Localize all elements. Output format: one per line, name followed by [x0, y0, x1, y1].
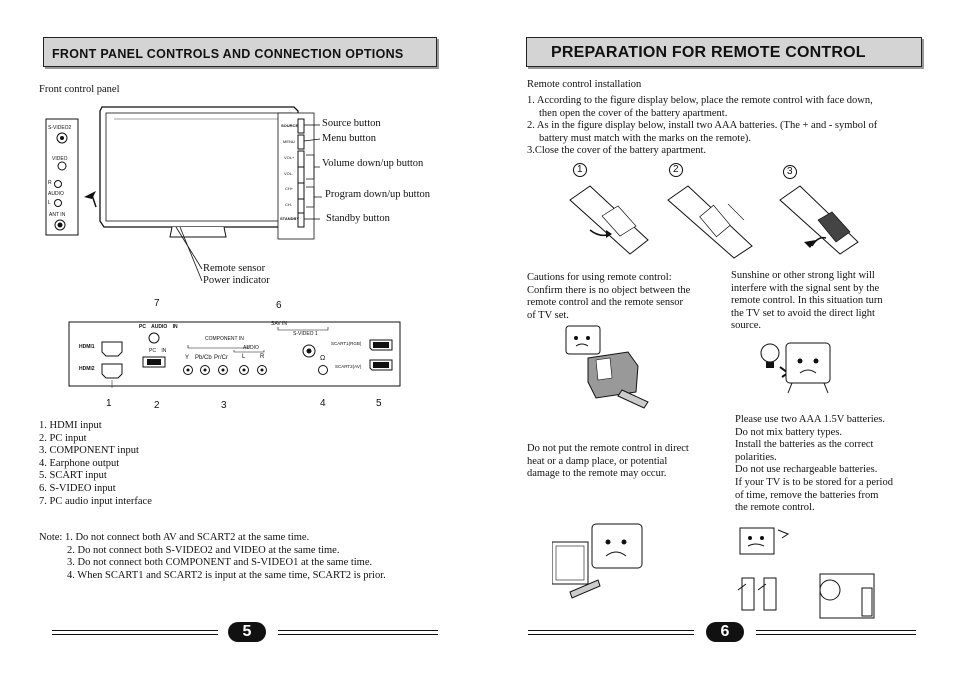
footer-rule — [278, 634, 438, 635]
install-step: 3.Close the cover of the battery apartment. — [527, 145, 707, 156]
callout-program: Program down/up button — [325, 189, 430, 200]
list-item: 4. Earphone output — [39, 457, 120, 469]
battery-steps-diagram — [560, 160, 860, 260]
rear-scart2-label: SCART2(AV) — [335, 364, 362, 369]
heat-block: Do not put the remote control in direct heat or a damp place, or potential damage to the remote may occur. — [527, 443, 689, 480]
callout-standby: Standby button — [326, 213, 390, 224]
rear-r-label: R — [260, 354, 265, 360]
callout-menu: Menu button — [322, 133, 376, 144]
note-item: 4. When SCART1 and SCART2 is input at the same time, SCART2 is prior. — [67, 569, 386, 581]
rear-pc-in-label: PC IN — [149, 348, 167, 354]
vol-up-key — [298, 151, 304, 167]
label-r: R — [48, 180, 52, 186]
rear-scart1-label: SCART1(RGB) — [331, 341, 362, 346]
notes-block — [39, 532, 309, 545]
page-number-badge: 5 — [228, 622, 266, 642]
sunshine-cartoon — [752, 335, 872, 405]
callout-remote-sensor: Remote sensor — [203, 263, 266, 274]
batteries-block: Please use two AAA 1.5V batteries. Do not mix battery types. Install the batteries as the correct polarities. Do not use rechargeable batteries. If your TV is to be stored for a period of time, remove the batteries from the remote control. — [735, 414, 893, 514]
footer-rule — [278, 630, 438, 631]
rear-num-6: 6 — [276, 300, 282, 311]
key-chdown-label: CH- — [285, 202, 293, 207]
arrow-icon — [84, 191, 96, 199]
install-title: Remote control installation — [527, 79, 642, 90]
rear-num-4: 4 — [320, 398, 326, 409]
ch-up-key — [298, 183, 304, 199]
vol-down-key — [298, 167, 304, 183]
label-audio: AUDIO — [48, 191, 64, 197]
list-item: 7. PC audio input interface — [39, 495, 152, 507]
left-header-title: FRONT PANEL CONTROLS AND CONNECTION OPTIONS — [52, 47, 404, 61]
list-item: 3. COMPONENT input — [39, 445, 139, 457]
rear-num-2: 2 — [154, 400, 160, 411]
battery-icon — [764, 578, 776, 610]
key-volup-label: VOL+ — [284, 155, 295, 160]
sunshine-block: Sunshine or other strong light will interfere with the signal sent by the remote control. In this situation turn the TV set to avoid the direct light source. — [731, 270, 883, 332]
footer-rule — [756, 634, 916, 635]
tv-stand — [170, 227, 226, 237]
footer-rule — [52, 630, 218, 631]
rear-pr-label: Pr/Cr — [214, 355, 228, 361]
rear-num-7: 7 — [154, 298, 160, 309]
rear-y-label: Y — [185, 355, 190, 361]
left-section-header — [43, 37, 437, 67]
footer-rule — [756, 630, 916, 631]
key-voldown-label: VOL- — [284, 171, 294, 176]
list-item: 1. HDMI input — [39, 420, 102, 431]
batteries-cartoon — [734, 520, 884, 620]
callout-volume: Volume down/up button — [322, 158, 424, 169]
battery-icon — [862, 588, 872, 616]
right-header-title: PREPARATION FOR REMOTE CONTROL — [551, 44, 866, 61]
page-number-badge: 6 — [706, 622, 744, 642]
rear-hdmi1-label: HDMI1 — [79, 344, 95, 350]
heat-cartoon — [552, 518, 662, 604]
rear-num-3: 3 — [221, 400, 227, 411]
front-panel-title: Front control panel — [39, 84, 120, 95]
list-item: 6. S-VIDEO input — [39, 482, 116, 494]
note-label: Note: — [39, 532, 63, 543]
rear-audio-label: AUDIO — [243, 345, 259, 351]
obstacle-box — [588, 352, 638, 398]
install-step: 1. According to the figure display below, place the remote control with face down, — [527, 95, 873, 106]
rear-pb-label: Pb/Cb — [195, 355, 212, 361]
install-step: battery must match with the marks on the remote). — [539, 133, 751, 144]
label-svideo2: S-VIDEO2 — [48, 125, 72, 131]
rear-l-label: L — [242, 354, 246, 360]
install-step: 2. As in the figure display below, install two AAA batteries. (The + and - symbol of — [527, 120, 878, 131]
key-source-label: SOURCE — [281, 123, 299, 128]
right-section-header — [526, 37, 922, 67]
callout-power-indicator: Power indicator — [203, 275, 270, 286]
menu-key — [298, 135, 304, 149]
rear-svideo1-label: S-VIDEO 1 — [293, 331, 318, 337]
footer-rule — [528, 634, 694, 635]
source-key — [298, 119, 304, 133]
rear-hdmi2-label: HDMI2 — [79, 366, 95, 372]
connection-list — [39, 420, 152, 508]
footer-rule — [528, 630, 694, 631]
obstacle-cartoon — [548, 320, 668, 410]
footer-rule — [52, 634, 218, 635]
install-step: then open the cover of the battery apartment. — [539, 108, 728, 119]
rear-num-1: 1 — [106, 398, 112, 409]
key-menu-label: MENU — [283, 139, 295, 144]
caution-block: Cautions for using remote control: Confirm there is no object between the remote control and the remote sensor of TV set. — [527, 272, 691, 321]
note-item: 3. Do not connect both COMPONENT and S-VIDEO1 at the same time. — [67, 557, 373, 568]
rear-component-label: COMPONENT IN — [205, 336, 244, 342]
note-item: 1. Do not connect both AV and SCART2 at the same time. — [64, 532, 310, 543]
rear-pc-audio-label: PC AUDIO IN — [139, 324, 178, 330]
step-num: 1 — [577, 164, 583, 175]
list-item: 5. SCART input — [39, 470, 107, 482]
list-item: 2. PC input — [39, 432, 87, 444]
key-standby-label: STANDBY — [280, 216, 300, 221]
callout-source: Source button — [322, 118, 381, 129]
rear-sav-in-label: SAV IN — [271, 321, 288, 327]
rear-panel-diagram — [68, 318, 402, 388]
key-chup-label: CH+ — [285, 186, 294, 191]
rear-num-5: 5 — [376, 398, 382, 409]
label-video: VIDEO — [52, 156, 68, 162]
rear-earphone-label: Ω — [320, 355, 326, 362]
note-item: 2. Do not connect both S-VIDEO2 and VIDEO at the same time. — [67, 544, 340, 556]
step-num: 3 — [787, 166, 793, 177]
hdmi2-port-icon — [102, 364, 122, 378]
label-ant-in: ANT IN — [49, 212, 66, 218]
label-l: L — [48, 200, 51, 206]
lightbulb-icon — [761, 344, 779, 362]
step-num: 2 — [673, 164, 679, 175]
battery-icon — [742, 578, 754, 610]
hdmi1-port-icon — [102, 342, 122, 356]
